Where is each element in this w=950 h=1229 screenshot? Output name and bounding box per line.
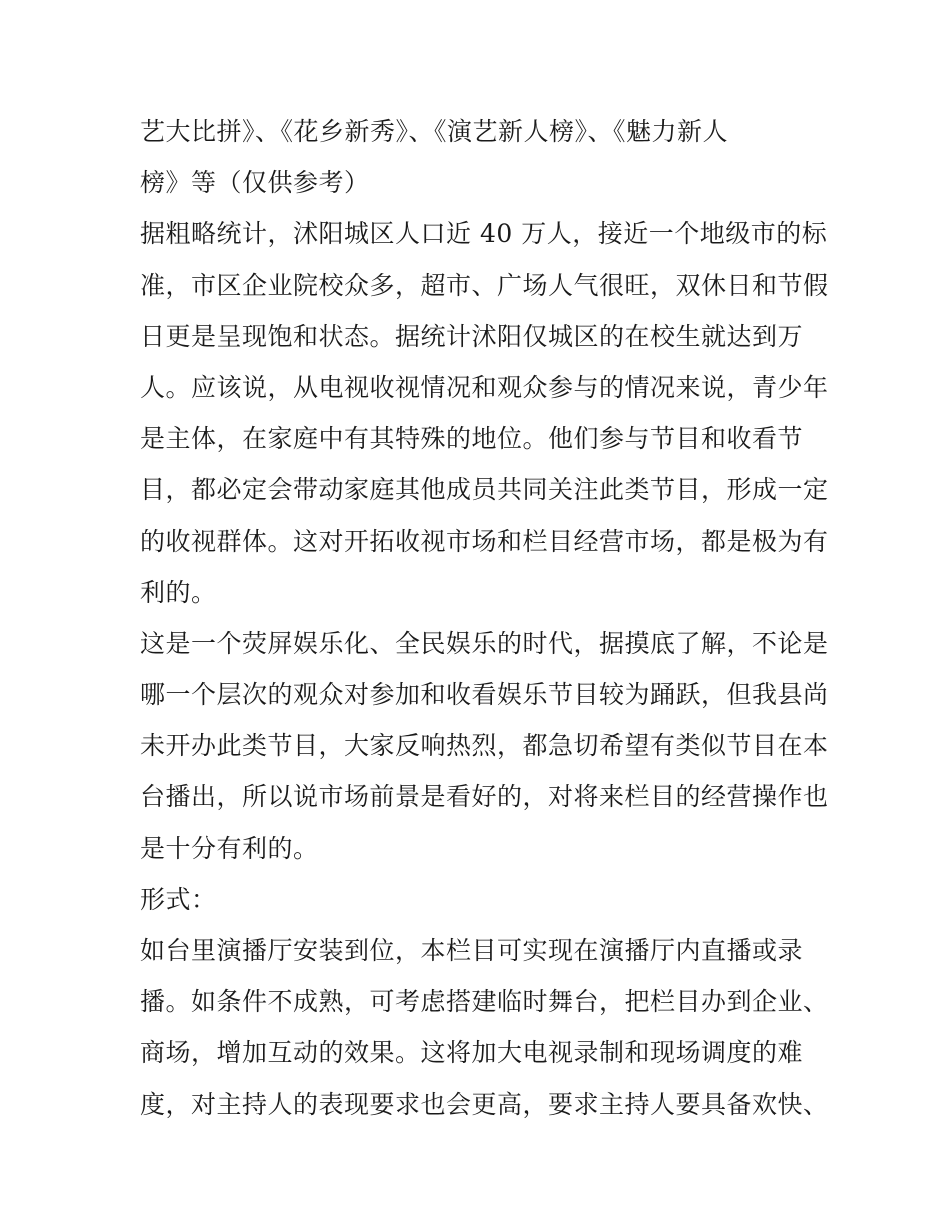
- text-line: 商场，增加互动的效果。这将加大电视录制和现场调度的难: [140, 1038, 804, 1068]
- text-line: 准，市区企业院校众多，超市、广场人气很旺，双休日和节假: [140, 270, 829, 300]
- text-line: 榜》等（仅供参考）: [140, 168, 370, 198]
- text-line: 度，对主持人的表现要求也会更高，要求主持人要具备欢快、: [140, 1089, 829, 1119]
- text-line: 利的。: [140, 577, 217, 607]
- text-line: 台播出，所以说市场前景是看好的，对将来栏目的经营操作也: [140, 782, 829, 812]
- text-line: 是十分有利的。: [140, 833, 319, 863]
- text-line: 哪一个层次的观众对参加和收看娱乐节目较为踊跃，但我县尚: [140, 680, 829, 710]
- document-body: [140, 106, 829, 1130]
- section-heading: 形式：: [140, 884, 217, 914]
- text-line: 艺大比拼》、《花乡新秀》、《演艺新人榜》、《魅力新人: [140, 117, 729, 146]
- text-line: 播。如条件不成熟，可考虑搭建临时舞台，把栏目办到企业、: [140, 987, 829, 1017]
- text-line: 人。应该说，从电视收视情况和观众参与的情况来说，青少年: [140, 372, 829, 402]
- text-line: 是主体，在家庭中有其特殊的地位。他们参与节目和收看节: [140, 424, 804, 454]
- text-line: 日更是呈现饱和状态。据统计沭阳仅城区的在校生就达到万: [140, 321, 804, 351]
- text-line: 目，都必定会带动家庭其他成员共同关注此类节目，形成一定: [140, 475, 829, 505]
- text-line: 如台里演播厅安装到位，本栏目可实现在演播厅内直播或录: [140, 936, 804, 965]
- text-line: 未开办此类节目，大家反响热烈，都急切希望有类似节目在本: [140, 731, 829, 761]
- text-line: 据粗略统计，沭阳城区人口近 40 万人，接近一个地级市的标: [140, 219, 828, 249]
- text-line: 这是一个荧屏娱乐化、全民娱乐的时代，据摸底了解，不论是: [140, 628, 829, 658]
- text-line: 的收视群体。这对开拓收视市场和栏目经营市场，都是极为有: [140, 526, 829, 556]
